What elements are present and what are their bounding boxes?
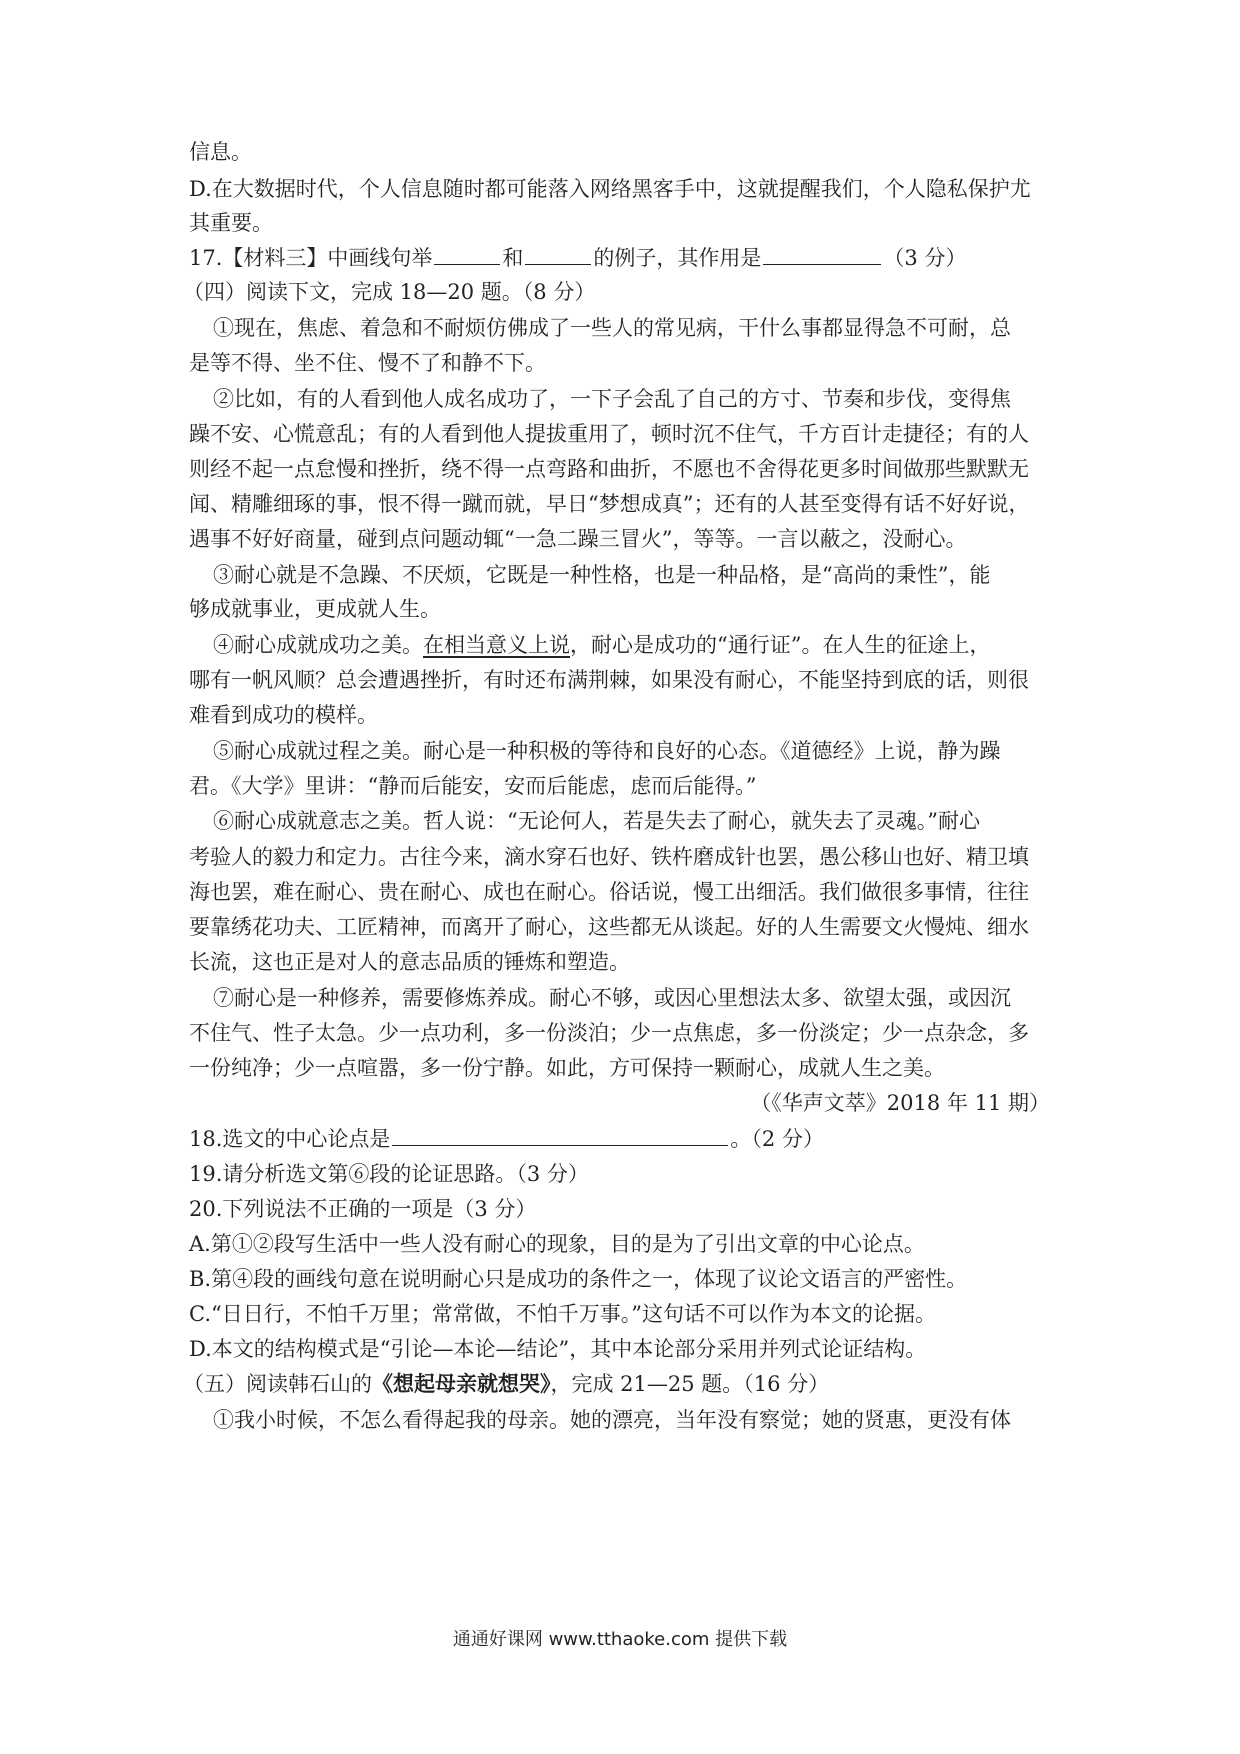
question-17: [189, 243, 1059, 273]
paragraph-line: 则经不起一点怠慢和挫折，绕不得一点弯路和曲折，不愿也不舍得花更多时间做那些默默无: [189, 457, 1029, 481]
text-line: D.在大数据时代，个人信息随时都可能落入网络黑客手中，这就提醒我们，个人隐私保护尤: [189, 177, 1031, 201]
question-19: 19.请分析选文第⑥段的论证思路。（3 分）: [189, 1162, 589, 1186]
paragraph-line: 躁不安、心慌意乱；有的人看到他人提拔重用了，顿时沉不住气，千方百计走捷径；有的人: [189, 422, 1029, 446]
paragraph-line: ①现在，焦虑、着急和不耐烦仿佛成了一些人的常见病，干什么事都显得急不可耐，总: [213, 316, 1011, 340]
option-b: B.第④段的画线句意在说明耐心只是成功的条件之一，体现了议论文语言的严密性。: [189, 1267, 968, 1291]
paragraph-line: 君。《大学》里讲：“静而后能安，安而后能虑，虑而后能得。”: [189, 774, 757, 798]
answer-blank[interactable]: [392, 1127, 728, 1146]
option-c: C.“日日行，不怕千万里；常常做，不怕千万事。”这句话不可以作为本文的论据。: [189, 1302, 936, 1326]
paragraph-line: 考验人的毅力和定力。古往今来，滴水穿石也好、铁杵磨成针也罢，愚公移山也好、精卫填: [189, 845, 1029, 869]
underlined-phrase: 在相当意义上说: [423, 633, 570, 657]
paragraph-line: ⑤耐心成就过程之美。耐心是一种积极的等待和良好的心态。《道德经》上说，静为躁: [213, 739, 1001, 763]
paragraph-line: ④耐心成就成功之美。在相当意义上说，耐心是成功的“通行证”。在人生的征途上，: [213, 633, 991, 657]
paragraph-line: 是等不得、坐不住、慢不了和静不下。: [189, 351, 546, 375]
source-citation: （《华声文萃》2018 年 11 期）: [750, 1091, 1050, 1115]
answer-blank[interactable]: [525, 246, 591, 265]
paragraph-line: 海也罢，难在耐心、贵在耐心、成也在耐心。俗话说，慢工出细活。我们做很多事情，往往: [189, 880, 1029, 904]
paragraph-line: 要靠绣花功夫、工匠精神，而离开了耐心，这些都无从谈起。好的人生需要文火慢炖、细水: [189, 915, 1029, 939]
paragraph-line: ②比如，有的人看到他人成名成功了，一下子会乱了自己的方寸、节奏和步伐，变得焦: [213, 387, 1011, 411]
paragraph-line: 闻、精雕细琢的事，恨不得一蹴而就，早日“梦想成真”；还有的人甚至变得有话不好好说，: [189, 492, 1030, 516]
option-d: D.本文的结构模式是“引论—本论—结论”，其中本论部分采用并列式论证结构。: [189, 1337, 927, 1361]
paragraph-line: 一份纯净；少一点喧嚣，多一份宁静。如此，方可保持一颗耐心，成就人生之美。: [189, 1056, 945, 1080]
question-20-stem: 20.下列说法不正确的一项是（3 分）: [189, 1197, 537, 1221]
q17-mid1: 和: [502, 246, 524, 270]
paragraph-line: ⑦耐心是一种修养，需要修炼养成。耐心不够，或因心里想法太多、欲望太强，或因沉: [213, 986, 1011, 1010]
paragraph-line: 够成就事业，更成就人生。: [189, 597, 441, 621]
question-18: 18.选文的中心论点是 。（2 分）: [189, 1127, 824, 1151]
paragraph-line: 遇事不好好商量，碰到点问题动辄“一急二躁三冒火”，等等。一言以蔽之，没耐心。: [189, 527, 967, 551]
paragraph-line: 哪有一帆风顺？总会遭遇挫折，有时还布满荆棘，如果没有耐心，不能坚持到底的话，则很: [189, 668, 1029, 692]
option-a: A.第①②段写生活中一些人没有耐心的现象，目的是为了引出文章的中心论点。: [189, 1232, 925, 1256]
q17-prefix: 17.【材料三】中画线句举: [189, 246, 433, 270]
text-line: 信息。: [189, 140, 252, 164]
text-line: 其重要。: [189, 211, 273, 235]
paragraph-line: 长流，这也正是对人的意志品质的锤炼和塑造。: [189, 950, 630, 974]
paragraph-line: 难看到成功的模样。: [189, 703, 378, 727]
paragraph-line: ⑥耐心成就意志之美。哲人说：“无论何人，若是失去了耐心，就失去了灵魂。”耐心: [213, 809, 980, 833]
paragraph-line: 不住气、性子太急。少一点功利，多一份淡泊；少一点焦虑，多一份淡定；少一点杂念，多: [189, 1021, 1029, 1045]
answer-blank[interactable]: [763, 246, 881, 265]
q17-score: （3 分）: [883, 246, 967, 270]
paragraph-line: ①我小时候，不怎么看得起我的母亲。她的漂亮，当年没有察觉；她的贤惠，更没有体: [213, 1408, 1011, 1432]
section-heading: （五）阅读韩石山的《想起母亲就想哭》，完成 21—25 题。（16 分）: [183, 1371, 830, 1396]
q17-mid2: 的例子，其作用是: [593, 246, 762, 270]
article-title: 《想起母亲就想哭》: [372, 1371, 551, 1396]
footer-note: 通通好课网 www.tthaoke.com 提供下载: [452, 1629, 788, 1650]
section-heading: （四）阅读下文，完成 18—20 题。（8 分）: [183, 280, 596, 304]
answer-blank[interactable]: [434, 246, 500, 265]
paragraph-line: ③耐心就是不急躁、不厌烦，它既是一种性格，也是一种品格，是“高尚的秉性”，能: [213, 563, 991, 587]
